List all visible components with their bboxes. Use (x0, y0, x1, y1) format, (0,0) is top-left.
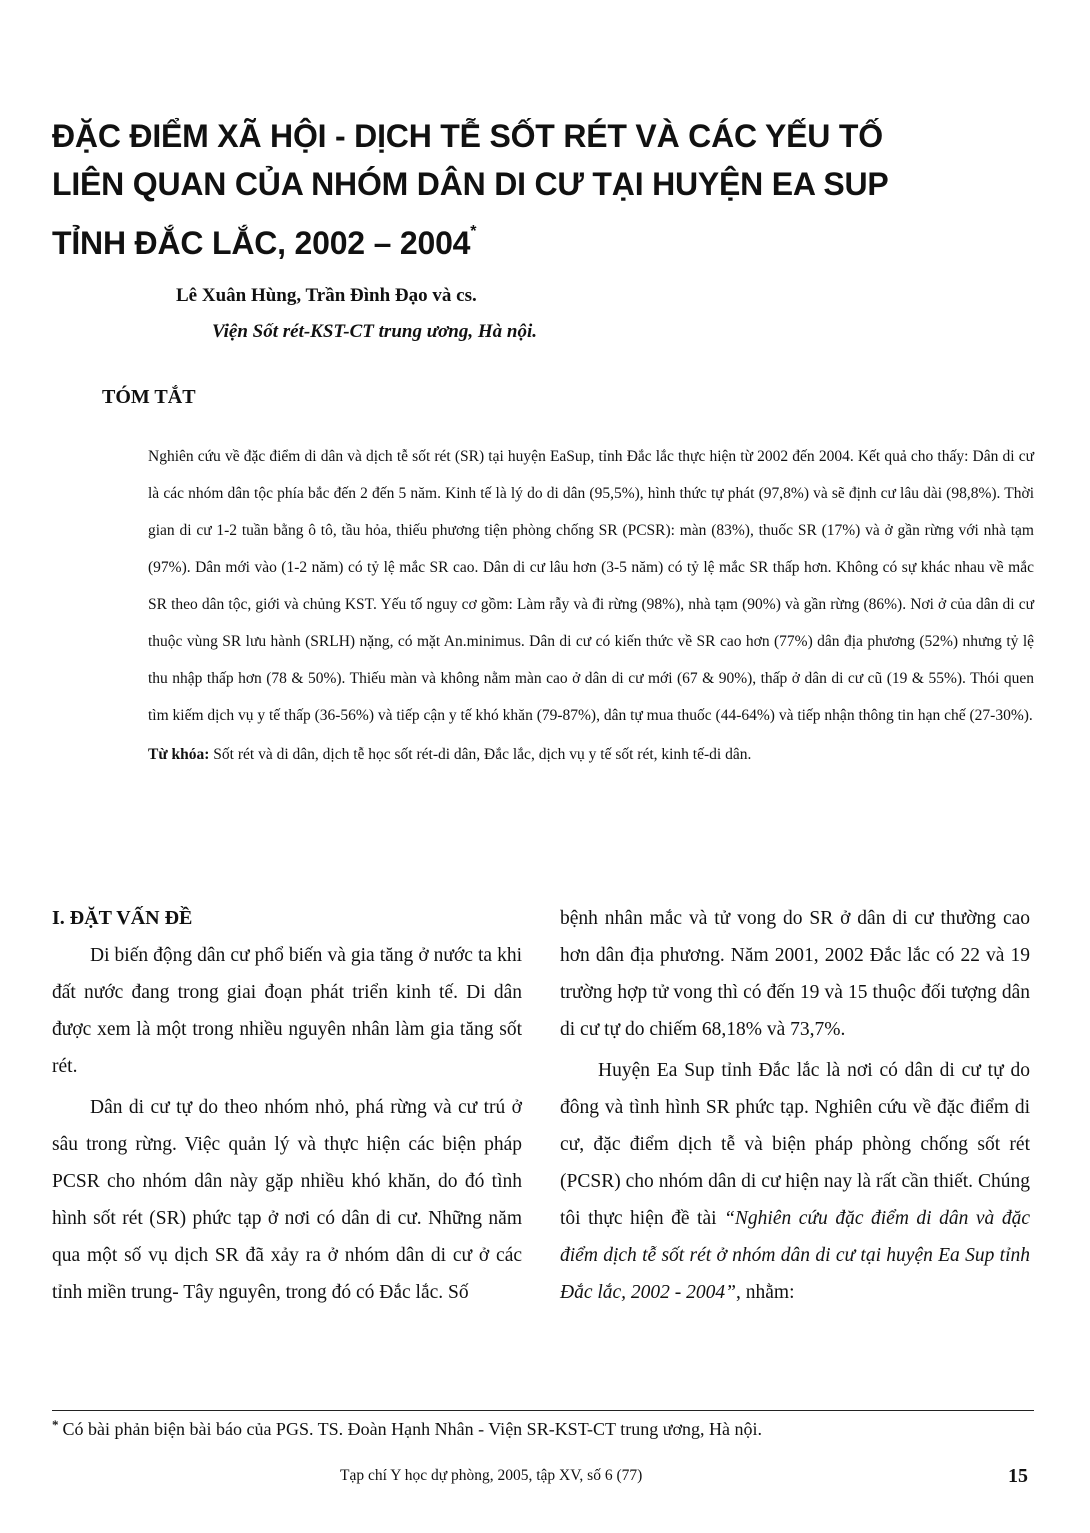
keywords (148, 736, 1034, 773)
paragraph-3-text: Huyện Ea Sup tỉnh Đắc lắc là nơi có dân di cư tự do đông và tình hình SR phức tạp. Nghiên cứu về đặc điểm di cư, đặc điểm dịch tễ và biện pháp phòng chống sốt rét (PCSR) cho nhóm dân di cư hiện nay là rất cần thiết. Chúng tôi thực hiện đề tài (560, 1060, 1030, 1229)
abstract-text: Nghiên cứu về đặc điểm di dân và dịch tễ sốt rét (SR) tại huyện EaSup, tỉnh Đắc lắc thực hiện từ 2002 đến 2004. Kết quả cho thấy: Dân di cư là các nhóm dân tộc phía bắc đến 2 đến 5 năm. Kinh tế là lý do di dân (95,5%), hình thức tự phát (97,8%) và sẽ định cư lâu dài (98,8%). Thời gian di cư 1-2 tuần bằng ô tô, tầu hỏa, thiếu phương tiện phòng chống SR (PCSR): màn (83%), thuốc SR (17%) và ở gần rừng với nhà tạm (97%). Dân mới vào (1-2 năm) có tỷ lệ mắc SR cao. Dân di cư lâu hơn (3-5 năm) có tỷ lệ mắc SR thấp hơn. Không có sự khác nhau về mắc SR theo dân tộc, giới và chủng KST. Yếu tố nguy cơ gồm: Làm rẫy và đi rừng (98%), nhà tạm (90%) và gần rừng (86%). Nơi ở của dân di cư thuộc vùng SR lưu hành (SRLH) nặng, có mặt An.minimus. Dân di cư có kiến thức về SR cao hơn (77%) dân địa phương (52%) nhưng tỷ lệ thu nhập thấp hơn (78 & 50%). Thiếu màn và không nằm màn cao ở dân di cư mới (67 & 90%), thấp ở dân di cư cũ (19 & 55%). Thói quen tìm kiếm dịch vụ y tế thấp (36-56%) và tiếp cận y tế khó khăn (79-87%), dân tự mua thuốc (44-64%) và tiếp nhận thông tin hạn chế (27-30%). (148, 448, 1034, 724)
footnote-mark: * (52, 1417, 59, 1432)
keywords-text: Sốt rét và di dân, dịch tễ học sốt rét-di dân, Đắc lắc, dịch vụ y tế sốt rét, kinh tế-di dân. (213, 746, 752, 763)
page-number: 15 (1008, 1465, 1028, 1487)
title-line-3 (52, 208, 982, 267)
paragraph-2: Dân di cư tự do theo nhóm nhỏ, phá rừng và cư trú ở sâu trong rừng. Việc quản lý và thực hiện các biện pháp PCSR cho nhóm dân này gặp nhiều khó khăn, do đó tình hình sốt rét (SR) phức tạp ở nơi có dân di cư. Những năm qua một số vụ dịch SR đã xảy ra ở nhóm dân di cư ở các tỉnh miền trung- Tây nguyên, trong đó có Đắc lắc. Số (52, 1097, 522, 1303)
paragraph-3 (560, 1052, 1030, 1311)
footnote-divider (52, 1410, 1034, 1411)
abstract (148, 438, 1034, 773)
footnote (52, 1417, 762, 1440)
right-column (560, 900, 1030, 1315)
left-column (52, 900, 522, 1315)
affiliation: Viện Sốt rét-KST-CT trung ương, Hà nội. (212, 321, 537, 342)
paragraph-3-end: , nhằm: (736, 1282, 795, 1303)
article-title (52, 112, 982, 267)
title-line-2: LIÊN QUAN CỦA NHÓM DÂN DI CƯ TẠI HUYỆN EA SUP (52, 166, 889, 202)
paragraph-2-continued: bệnh nhân mắc và tử vong do SR ở dân di cư thường cao hơn dân địa phương. Năm 2001, 2002 Đắc lắc có 22 và 19 trường hợp tử vong thì có đến 19 và 15 thuộc đối tượng dân di cư tự do chiếm 68,18% và 73,7%. (560, 908, 1030, 1040)
section-heading: I. ĐẶT VẤN ĐỀ (52, 907, 193, 929)
study-title-italic: “Nghiên cứu đặc điểm di dân và đặc điểm dịch tễ sốt rét ở nhóm dân di cư tại huyện Ea Sup tỉnh Đắc lắc, 2002 - 2004” (560, 1208, 1030, 1303)
title-line-1: ĐẶC ĐIỂM XÃ HỘI - DỊCH TỄ SỐT RÉT VÀ CÁC YẾU TỐ (52, 118, 883, 154)
title-footnote-mark: * (470, 223, 477, 240)
footnote-text: Có bài phản biện bài báo của PGS. TS. Đoàn Hạnh Nhân - Viện SR-KST-CT trung ương, Hà nội. (62, 1419, 762, 1439)
journal-citation: Tạp chí Y học dự phòng, 2005, tập XV, số 6 (77) (340, 1467, 643, 1484)
abstract-heading: TÓM TẮT (102, 386, 196, 408)
authors: Lê Xuân Hùng, Trần Đình Đạo và cs. (176, 285, 477, 306)
title-line-3-text: TỈNH ĐẮC LẮC, 2002 – 2004 (52, 225, 471, 261)
keywords-label: Từ khóa: (148, 746, 210, 763)
paragraph-1: Di biến động dân cư phổ biến và gia tăng ở nước ta khi đất nước đang trong giai đoạn phát triển kinh tế. Di dân được xem là một trong nhiều nguyên nhân làm gia tăng sốt rét. (52, 945, 522, 1077)
